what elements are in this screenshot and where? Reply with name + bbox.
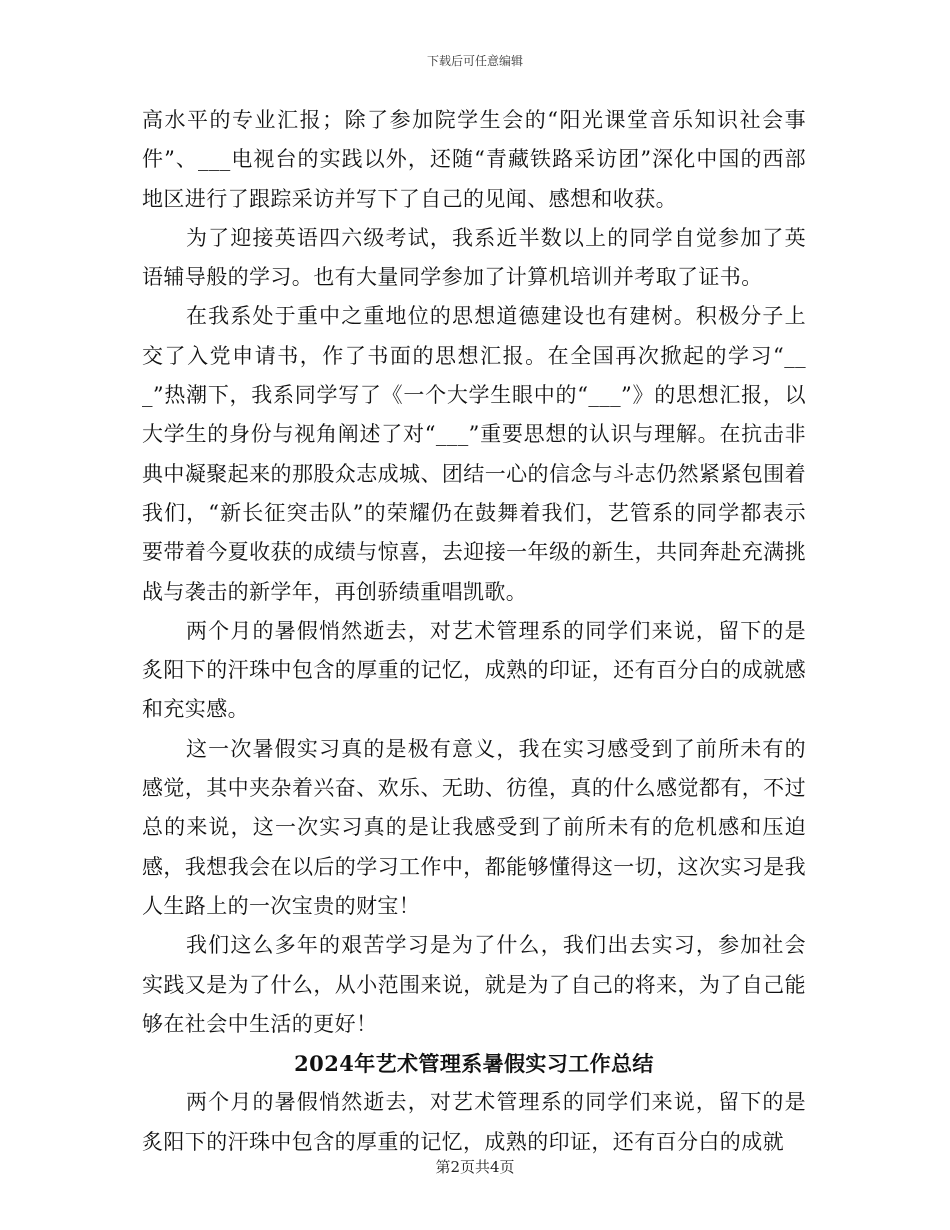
paragraph-internship-meaning: 这一次暑假实习真的是极有意义，我在实习感受到了前所未有的感觉，其中夹杂着兴奋、欢乐、无助、彷徨，真的什么感觉都有，不过总的来说，这一次实习真的是让我感受到了前所未有的危机感和压迫感，我想我会在以后的学习工作中，都能够懂得这一切，这次实习是我人生路上的一次宝贵的财宝！ [142, 736, 806, 918]
paragraph-why-study: 我们这么多年的艰苦学习是为了什么，我们出去实习，参加社会实践又是为了什么，从小范围来说，就是为了自己的将来，为了自己能够在社会中生活的更好！ [142, 933, 806, 1036]
paragraph-english-exam: 为了迎接英语四六级考试，我系近半数以上的同学自觉参加了英语辅导般的学习。也有大量同学参加了计算机培训并考取了证书。 [142, 225, 806, 290]
section-title: 2024年艺术管理系暑假实习工作总结 [294, 1051, 654, 1077]
paragraph-continued: 高水平的专业汇报；除了参加院学生会的“阳光课堂音乐知识社会事件”、___电视台的实践以外，还随“青藏铁路采访团”深化中国的西部地区进行了跟踪采访并写下了自己的见闻、感想和收获。 [142, 108, 806, 211]
paragraph-closing: 两个月的暑假悄然逝去，对艺术管理系的同学们来说，留下的是炙阳下的汗珠中包含的厚重的记忆，成熟的印证，还有百分白的成就 [142, 1090, 806, 1154]
page-number-footer: 第2页共4页 [435, 1158, 515, 1176]
document-body [142, 101, 806, 1162]
paragraph-moral-construction: 在我系处于重中之重地位的思想道德建设也有建树。积极分子上交了入党申请书，作了书面的思想汇报。在全国再次掀起的学习“___”热潮下，我系同学写了《一个大学生眼中的“___”》的思想汇报，以大学生的身份与视角阐述了对“___”重要思想的认识与理解。在抗击非典中凝聚起来的那股众志成城、团结一心的信念与斗志仍然紧紧包围着我们，“新长征突击队”的荣耀仍在鼓舞着我们，艺管系的同学都表示要带着今夏收获的成绩与惊喜，去迎接一年级的新生，共同奔赴充满挑战与袭击的新学年，再创骄绩重唱凯歌。 [142, 304, 806, 604]
page-header-note: 下载后可任意编辑 [426, 54, 523, 68]
paragraph-summer-ended: 两个月的暑假悄然逝去，对艺术管理系的同学们来说，留下的是炙阳下的汗珠中包含的厚重的记忆，成熟的印证，还有百分白的成就感和充实感。 [142, 618, 806, 722]
